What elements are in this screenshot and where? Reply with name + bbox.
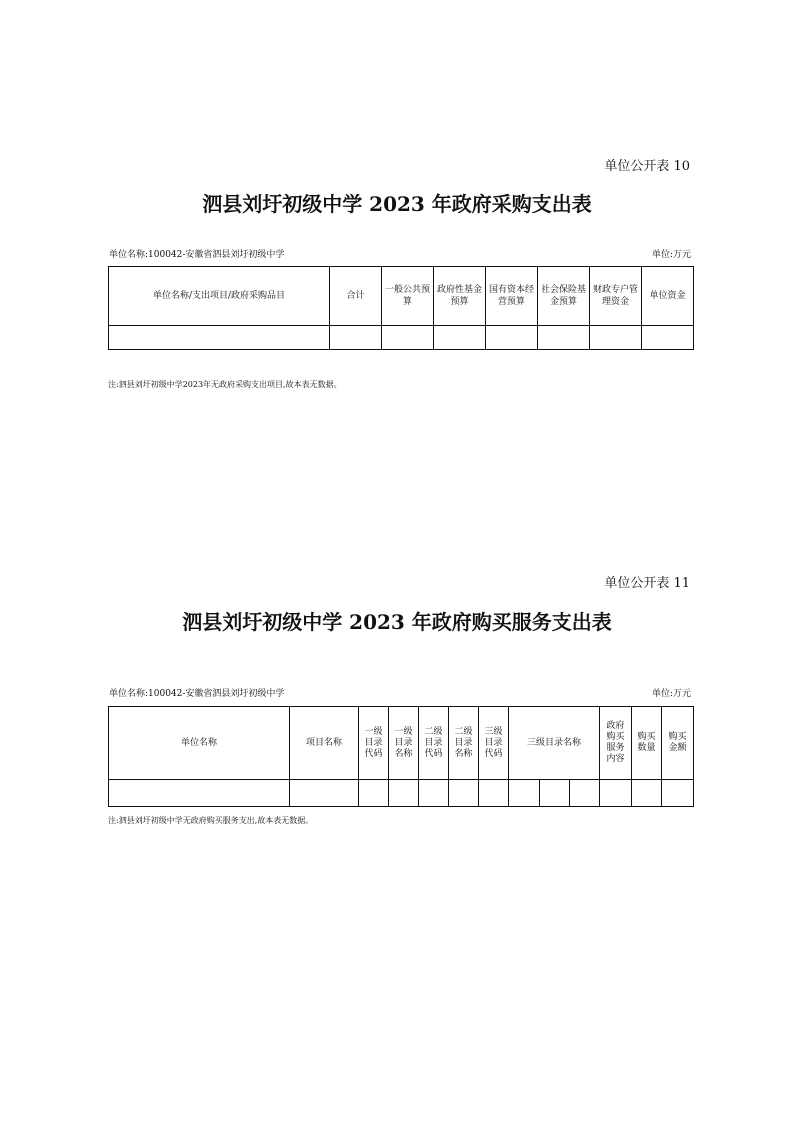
col-header-level3-name: 三级目录名称 bbox=[509, 707, 600, 780]
col-header-state-capital-budget: 国有资本经营预算 bbox=[486, 267, 538, 326]
col-header-amount: 购买 金额 bbox=[662, 707, 694, 780]
unit-name-10: 单位名称:100042-安徽省泗县刘圩初级中学 bbox=[109, 250, 285, 260]
table-cell bbox=[449, 780, 479, 807]
table-cell bbox=[419, 780, 449, 807]
col-header-unit-item: 单位名称/支出项目/政府采购品目 bbox=[109, 267, 330, 326]
col-header-level2-code: 二级 目录 代码 bbox=[419, 707, 449, 780]
page-title-10: 泗县刘圩初级中学 2023 年政府采购支出表 bbox=[202, 192, 592, 216]
col-header-gov-fund-budget: 政府性基金预算 bbox=[434, 267, 486, 326]
table-cell bbox=[540, 780, 570, 807]
table-cell bbox=[662, 780, 694, 807]
table-cell bbox=[600, 780, 632, 807]
col-header-level1-code: 一级 目录 代码 bbox=[359, 707, 389, 780]
col-header-unit-name: 单位名称 bbox=[109, 707, 290, 780]
col-header-social-insurance-budget: 社会保险基金预算 bbox=[538, 267, 590, 326]
table-cell bbox=[570, 780, 600, 807]
col-header-item-name: 项目名称 bbox=[290, 707, 359, 780]
table-cell bbox=[434, 326, 486, 350]
col-header-total: 合计 bbox=[330, 267, 382, 326]
table-cell bbox=[538, 326, 590, 350]
unit-label-10: 单位:万元 bbox=[651, 250, 691, 260]
unit-label-11: 单位:万元 bbox=[651, 689, 691, 699]
page-title-11: 泗县刘圩初级中学 2023 年政府购买服务支出表 bbox=[182, 610, 612, 634]
col-header-level1-name: 一级 目录 名称 bbox=[389, 707, 419, 780]
col-header-service-content: 政府 购买 服务 内容 bbox=[600, 707, 632, 780]
col-header-unit-fund: 单位资金 bbox=[642, 267, 694, 326]
header-row bbox=[109, 267, 694, 326]
table-cell bbox=[590, 326, 642, 350]
table-cell bbox=[330, 326, 382, 350]
note-10: 注:泗县刘圩初级中学2023年无政府采购支出项目,故本表无数据。 bbox=[108, 380, 342, 389]
service-purchase-table bbox=[108, 706, 694, 807]
note-11: 注:泗县刘圩初级中学无政府购买服务支出,故本表无数据。 bbox=[108, 816, 314, 825]
col-header-level2-name: 二级 目录 名称 bbox=[449, 707, 479, 780]
col-header-special-account-fund: 财政专户管理资金 bbox=[590, 267, 642, 326]
table-number-10: 单位公开表 10 bbox=[604, 159, 690, 174]
table-row-empty bbox=[109, 780, 694, 807]
table-cell bbox=[486, 326, 538, 350]
table-cell bbox=[109, 780, 290, 807]
table-number-11: 单位公开表 11 bbox=[604, 576, 690, 591]
table-cell bbox=[109, 326, 330, 350]
table-cell bbox=[479, 780, 509, 807]
col-header-general-budget: 一般公共预算 bbox=[382, 267, 434, 326]
col-header-level3-code: 三级 目录 代码 bbox=[479, 707, 509, 780]
table-cell bbox=[632, 780, 662, 807]
unit-name-11: 单位名称:100042-安徽省泗县刘圩初级中学 bbox=[109, 689, 285, 699]
table-cell bbox=[359, 780, 389, 807]
table-cell bbox=[389, 780, 419, 807]
table-cell bbox=[642, 326, 694, 350]
table-cell bbox=[290, 780, 359, 807]
table-cell bbox=[509, 780, 540, 807]
header-row bbox=[109, 707, 694, 780]
table-cell bbox=[382, 326, 434, 350]
col-header-quantity: 购买 数量 bbox=[632, 707, 662, 780]
table-row-empty bbox=[109, 326, 694, 350]
procurement-table bbox=[108, 266, 694, 350]
